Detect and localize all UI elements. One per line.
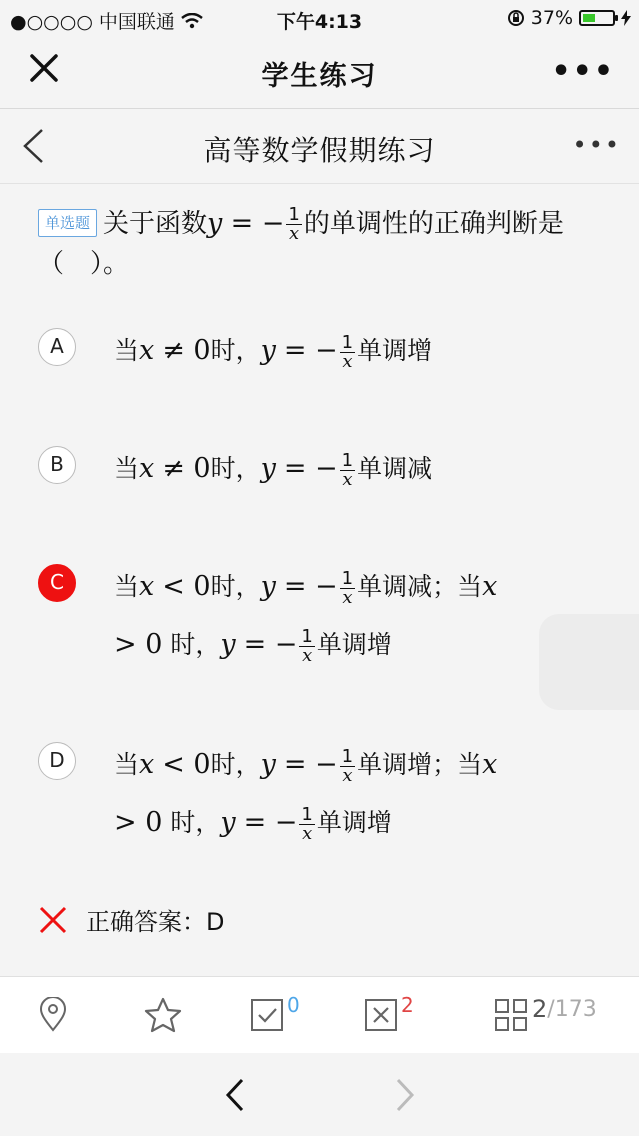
page-more-button[interactable]: ••• — [572, 131, 621, 159]
charging-icon — [621, 10, 631, 26]
wrong-count: 2 — [401, 993, 414, 1017]
location-pin-icon — [38, 997, 68, 1033]
checkbox-checked-icon — [250, 998, 284, 1032]
nav-back-icon[interactable] — [224, 1077, 246, 1113]
wrong-count-button[interactable] — [364, 977, 414, 1053]
rotation-lock-icon — [507, 9, 525, 27]
status-right — [507, 7, 631, 29]
nav-forward-icon[interactable] — [394, 1077, 416, 1113]
correct-count: 0 — [287, 993, 300, 1017]
question-content — [0, 184, 639, 960]
progress-total: /173 — [547, 996, 597, 1022]
wrong-icon — [38, 905, 68, 935]
status-time: 下午4:13 — [276, 11, 363, 33]
favorite-button[interactable] — [144, 977, 182, 1053]
carrier-label: ●○○○○ 中国联通 — [10, 11, 175, 33]
grid-icon — [494, 998, 528, 1032]
bottom-toolbar — [0, 976, 639, 1054]
progress-current: 2 — [532, 995, 548, 1023]
option-c-text: 当x < 0时，y = − $\frac{1}{x}$ 单调减；当x > 0 时，y = − $\frac{1}{x}$ 单调增 — [114, 567, 498, 666]
fraction-1-over-x: $\frac{1}{x}$ — [288, 204, 300, 244]
option-a-marker[interactable]: A — [38, 328, 76, 366]
question-grid-button[interactable] — [494, 977, 597, 1053]
browser-nav-bar — [0, 1053, 639, 1136]
answer-result — [38, 902, 224, 937]
option-d-marker[interactable]: D — [38, 742, 76, 780]
status-bar — [0, 0, 639, 36]
checkbox-x-icon — [364, 998, 398, 1032]
page-title: 高等数学假期练习 — [203, 134, 436, 167]
correct-answer-label: 正确答案：D — [86, 908, 225, 936]
option-b-marker[interactable]: B — [38, 446, 76, 484]
question-type-tag: 单选题 — [38, 209, 97, 237]
star-icon — [144, 997, 182, 1033]
wechat-title: 学生练习 — [261, 61, 378, 92]
option-c-marker[interactable]: C — [38, 564, 76, 602]
wechat-header — [0, 36, 639, 109]
location-button[interactable] — [38, 977, 68, 1053]
battery-percent: 37% — [530, 7, 573, 29]
math-eq: = − — [230, 208, 285, 239]
question-suffix: 的单调性的正确判断是（ ）。 — [38, 209, 564, 279]
battery-icon — [579, 10, 615, 26]
page-header — [0, 109, 639, 184]
option-b-text: 当x ≠ 0时，y = − $\frac{1}{x}$ 单调减 — [114, 449, 433, 490]
more-menu-button[interactable]: ••• — [551, 54, 615, 89]
question-stem — [38, 204, 623, 284]
option-d-text: 当x < 0时，y = − $\frac{1}{x}$ 单调增；当x > 0 时，y = − $\frac{1}{x}$ 单调增 — [114, 745, 498, 844]
question-prefix: 关于函数 — [103, 209, 208, 239]
math-y: y — [207, 208, 223, 239]
correct-count-button[interactable] — [250, 977, 300, 1053]
option-a-text: 当x ≠ 0时，y = − $\frac{1}{x}$ 单调增 — [114, 331, 433, 372]
